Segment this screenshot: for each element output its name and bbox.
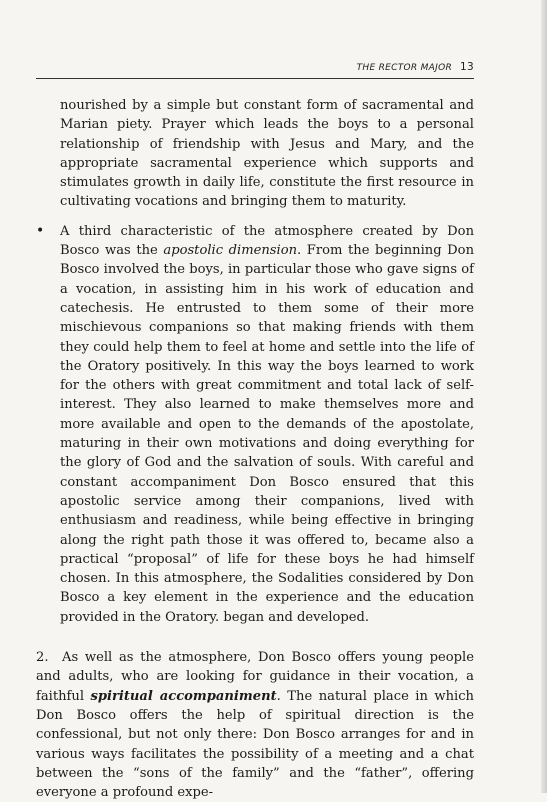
paragraph-continued: nourished by a simple but constant form of sacramental and Marian piety. Prayer which leads the boys to a personal relationship of friendship with Jesus and Mary, and the appropriate sacramental experience which supports and stimulates growth in daily life, constitute the first resource in cultivating vocations and bringing them to maturity. [60, 98, 474, 210]
page-number: 13 [460, 61, 474, 73]
running-header [36, 60, 474, 79]
page-body [36, 96, 474, 802]
bullet-marker: • [36, 222, 45, 239]
bullet-text-end: . From the beginning Don Bosco involved the boys, in particular those who gave signs of a vocation, in assisting him in his work of education and catechesis. He entrusted to them some of their more mischievous companions so that making friends with them they could help them to feel at home and settle into the life of the Oratory positively. In this way the boys learned to work for the others with great commitment and total lack of self-interest. They also learned to make themselves more and more available and open to the demands of the apostolate, maturing in their own motivations and doing everything for the glory of God and the salvation of souls. With careful and constant accompaniment Don Bosco ensured that this apostolic service among their companions, lived with enthusiasm and readiness, while being effective in bringing along the right path those it was offered to, became also a practical “proposal” of life for these boys he had himself chosen. In this atmosphere, the Sodalities considered by Don Bosco a key element in the experience and the education provided in the Oratory. began and developed. [60, 243, 474, 625]
running-title: THE RECTOR MAJOR [356, 63, 453, 73]
section-2-text-end: . The natural place in which Don Bosco offers the help of spiritual direction is the confessional, but not only there: Don Bosco arranges for and in various ways facilitates the possibility of a meeting and a chat between the “sons of the family” and the “father”, offering everyone a profound expe- [36, 688, 474, 801]
bullet-text [60, 222, 474, 627]
bullet-paragraph [36, 222, 474, 627]
section-2-text-start: As well as the atmosphere, Don Bosco offers young people and adults, who are looking for guidance in their vocation, a faithful [36, 650, 474, 704]
apostolic-dimension-emphasis: apostolic dimension [163, 243, 298, 259]
running-head [357, 61, 474, 73]
section-number: 2. [36, 650, 49, 666]
page-edge-shadow [541, 0, 547, 793]
bullet-text-start: A third characteristic of the atmosphere created by Don Bosco was the [60, 223, 474, 259]
spiritual-accompaniment-emphasis: spiritual accompaniment [90, 688, 277, 704]
section-2-paragraph [36, 648, 474, 802]
